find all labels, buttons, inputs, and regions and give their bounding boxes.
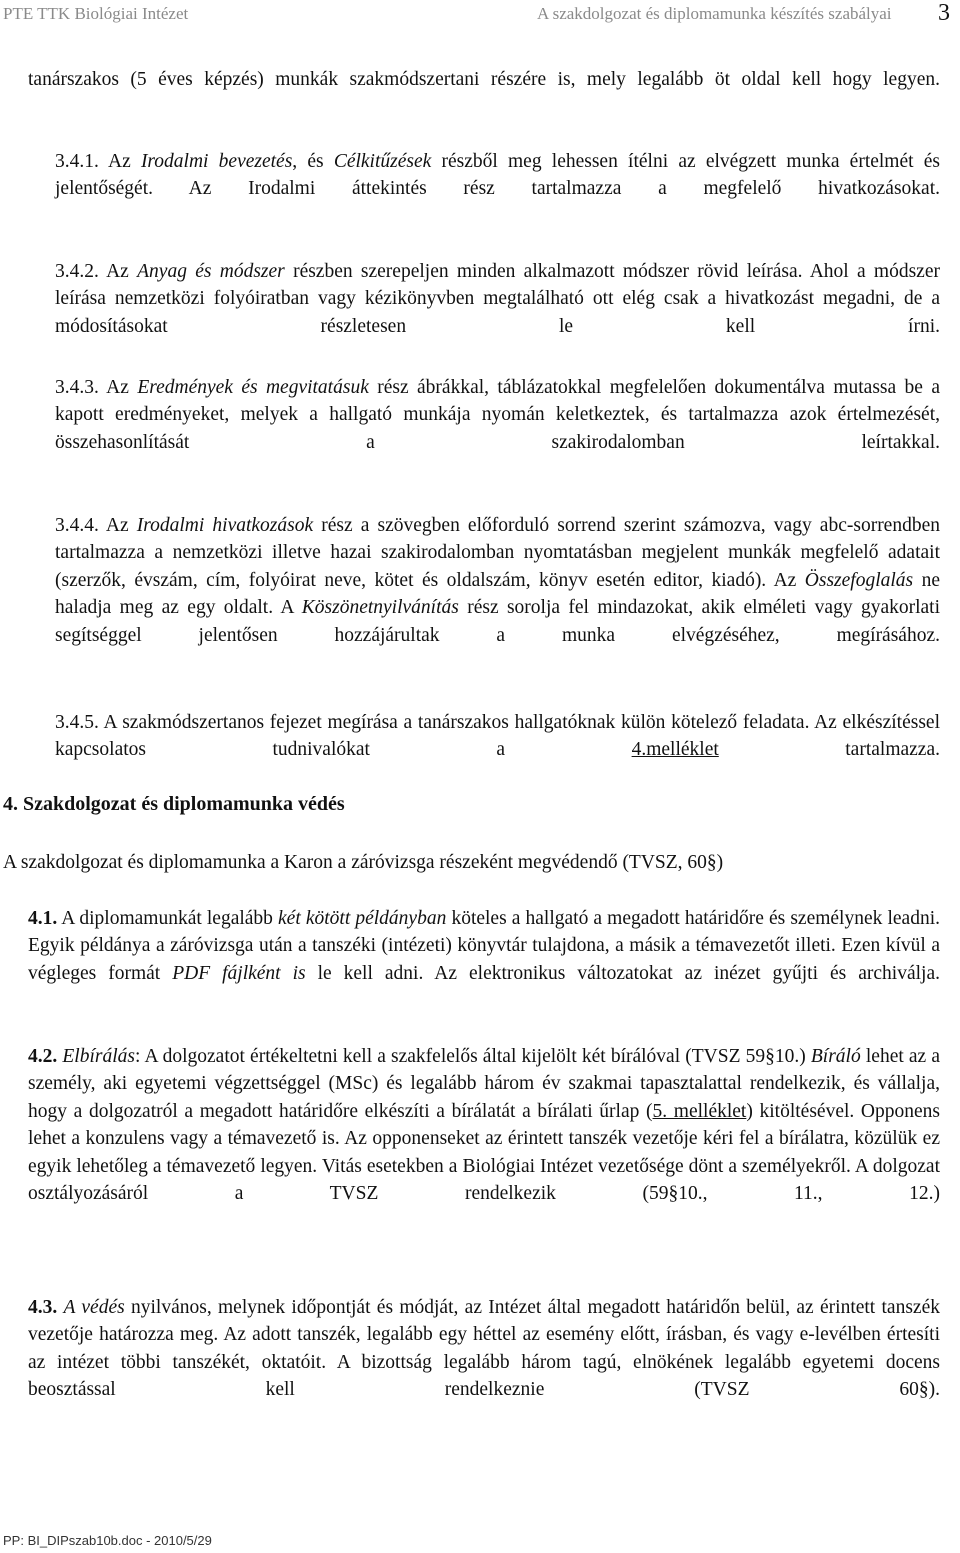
- paragraph-number: 3.4.5.: [55, 712, 99, 733]
- annex-5-link[interactable]: 5. melléklet: [652, 1100, 747, 1122]
- italic-term: két kötött példányban: [278, 908, 447, 929]
- italic-term: Eredmények és megvitatásuk: [137, 377, 369, 398]
- text-run: nyilvános, melynek időpontját és módját, az Intézet által megadott határidőn belül, az érintett tanszék vezetője határozza meg. Az adott tanszék, legalább egy héttel az esemény előtt, írásban, és vagy e-levélben értesíti az intézet többi tanszékét, oktatóit. A bizottság legalább három tagú, elnökének legalább egyetemi docens beosztással kell rendelkeznie (TVSZ 60§).: [28, 1297, 940, 1401]
- italic-term: Célkitűzések: [333, 151, 432, 172]
- text-run: Az: [98, 261, 138, 282]
- paragraph-number: 3.4.2.: [55, 261, 99, 282]
- paragraph-number: 3.4.3.: [55, 377, 99, 398]
- page-footer: PP: BI_DIPszab10b.doc - 2010/5/29: [3, 1533, 212, 1548]
- page-number: 3: [938, 0, 950, 26]
- paragraph-number: 3.4.4.: [55, 515, 99, 536]
- italic-term: Elbírálás: [62, 1046, 135, 1067]
- italic-term: Bíráló: [810, 1046, 861, 1067]
- section-4-intro: [3, 849, 940, 876]
- text-run: Az: [98, 515, 137, 536]
- section-4-heading: 4. Szakdolgozat és diplomamunka védés: [3, 793, 345, 815]
- header-institute: PTE TTK Biológiai Intézet: [3, 4, 189, 23]
- paragraph-3-4-3: [55, 374, 940, 484]
- italic-term: Anyag és módszer: [137, 261, 285, 282]
- italic-term: Összefoglalás: [804, 569, 914, 591]
- text-run: A szakmódszertanos fejezet megírása a tanárszakos hallgatóknak külön kötelező feladata. Az elkészítéssel kapcsolatos tudnivalókat a: [55, 712, 940, 761]
- text-run: ne haladja meg az egy oldalt. A: [55, 569, 941, 619]
- text-run: tartalmazza.: [718, 739, 940, 761]
- paragraph-3-4-5: [55, 709, 940, 791]
- paragraph-text: A szakdolgozat és diplomamunka a Karon a záróvizsga részeként megvédendő (TVSZ, 60§): [3, 852, 724, 873]
- text-run: : A dolgozatot értékeltetni kell a szakfelelős által kijelölt két bírálóval (TVSZ 59§10.): [134, 1046, 811, 1067]
- paragraph-number: 4.3.: [28, 1297, 58, 1318]
- text-run: részből meg lehessen ítélni az elvégzett munka értelmét és jelentőségét. Az Irodalmi áttekintés rész tartalmazza a megfelelő hivatkozásokat.: [55, 151, 940, 200]
- annex-4-link[interactable]: 4.melléklet: [631, 739, 719, 761]
- text-run: részben szerepeljen minden alkalmazott módszer rövid leírása. Ahol a módszer leírása nemzetközi folyóiratban vagy kézikönyvben megtalálható ott elég csak a hivatkozást megadni, de a módosításokat részletesen le kell írni.: [55, 261, 940, 337]
- paragraph-3-4-1: [55, 148, 940, 230]
- text-run: , és: [292, 151, 334, 172]
- paragraph-3-4-4: [55, 512, 940, 676]
- italic-term: A védés: [63, 1297, 125, 1318]
- paragraph-text: tanárszakos (5 éves képzés) munkák szakmódszertani részére is, mely legalább öt oldal kell hogy legyen.: [28, 69, 940, 90]
- paragraph-number: 3.4.1.: [55, 151, 99, 172]
- paragraph-number: 4.2.: [28, 1046, 58, 1067]
- paragraph-4-3: [28, 1294, 940, 1431]
- paragraph-3-4-2: [55, 258, 940, 368]
- text-run: rész sorolja fel mindazokat, akik elméleti vagy gyakorlati segítséggel jelentősen hozzájárultak a munka elvégzéséhez, megírásához.: [55, 597, 940, 646]
- text-run: Az: [98, 377, 138, 398]
- italic-term: Irodalmi bevezetés: [140, 151, 293, 172]
- paragraph-number: 4.1.: [28, 908, 58, 929]
- text-run: le kell adni. Az elektronikus változatokat az inézet gyűjti és archiválja.: [305, 962, 940, 984]
- italic-term: Irodalmi hivatkozások: [136, 515, 314, 536]
- text-run: A diplomamunkát legalább: [57, 908, 279, 929]
- italic-term: PDF fájlként is: [172, 962, 306, 984]
- header-document-title: A szakdolgozat és diplomamunka készítés szabályai: [537, 4, 892, 23]
- text-run: ) kitöltésével. Opponens lehet a konzulens vagy a témavezető is. Az opponenseket az érintett tanszék vezetője kéri fel a bírálatra, közülük ez egyik lehetőleg a témavezető legyen. Vitás esetekben a Biológiai Intézet vezetősége dönt a személyekről. A dolgozat osztályozásáról a TVSZ rendelkezik (59§10., 11., 12.): [28, 1100, 941, 1205]
- paragraph-4-1: [28, 905, 940, 1015]
- text-run: rész a szövegben előforduló sorrend szerint számozva, vagy abc-sorrendben tartalmazza a nemzetközi illetve hazai szakirodalomban nyomtatásban megjelent munkák megfelelő adatait (szerzők, évszám, cím, folyóirat neve, kötet és oldalszám, könyv esetén editor, kiadó). Az: [55, 515, 940, 591]
- paragraph-4-2: [28, 1043, 940, 1235]
- italic-term: Köszönetnyilvánítás: [301, 597, 459, 619]
- text-run: köteles a hallgató a megadott határidőre és személynek leadni. Egyik példánya a záróvizsga után a tanszéki (intézeti) könyvtár tulajdona, a másik a témavezetőt illeti. Ezen kívül a végleges formát: [28, 908, 940, 984]
- paragraph-intro: [28, 66, 940, 121]
- text-run: Az: [98, 151, 141, 172]
- text-run: rész ábrákkal, táblázatokkal megfelelően dokumentálva mutassa be a kapott eredményeket, melyek a hallgató munkája nyomán keletkeztek, és tartalmazza azok értelmezését, összehasonlítását a szakirodalomban leírtakkal.: [55, 377, 940, 453]
- text-run: lehet az a személy, aki egyetemi végzettséggel (MSc) és legalább három év szakmai tapasztalattal rendelkezik, és vállalja, hogy a dolgozatról a megadott határidőre elkészíti a bírálatát a bírálati űrlap (: [28, 1046, 940, 1122]
